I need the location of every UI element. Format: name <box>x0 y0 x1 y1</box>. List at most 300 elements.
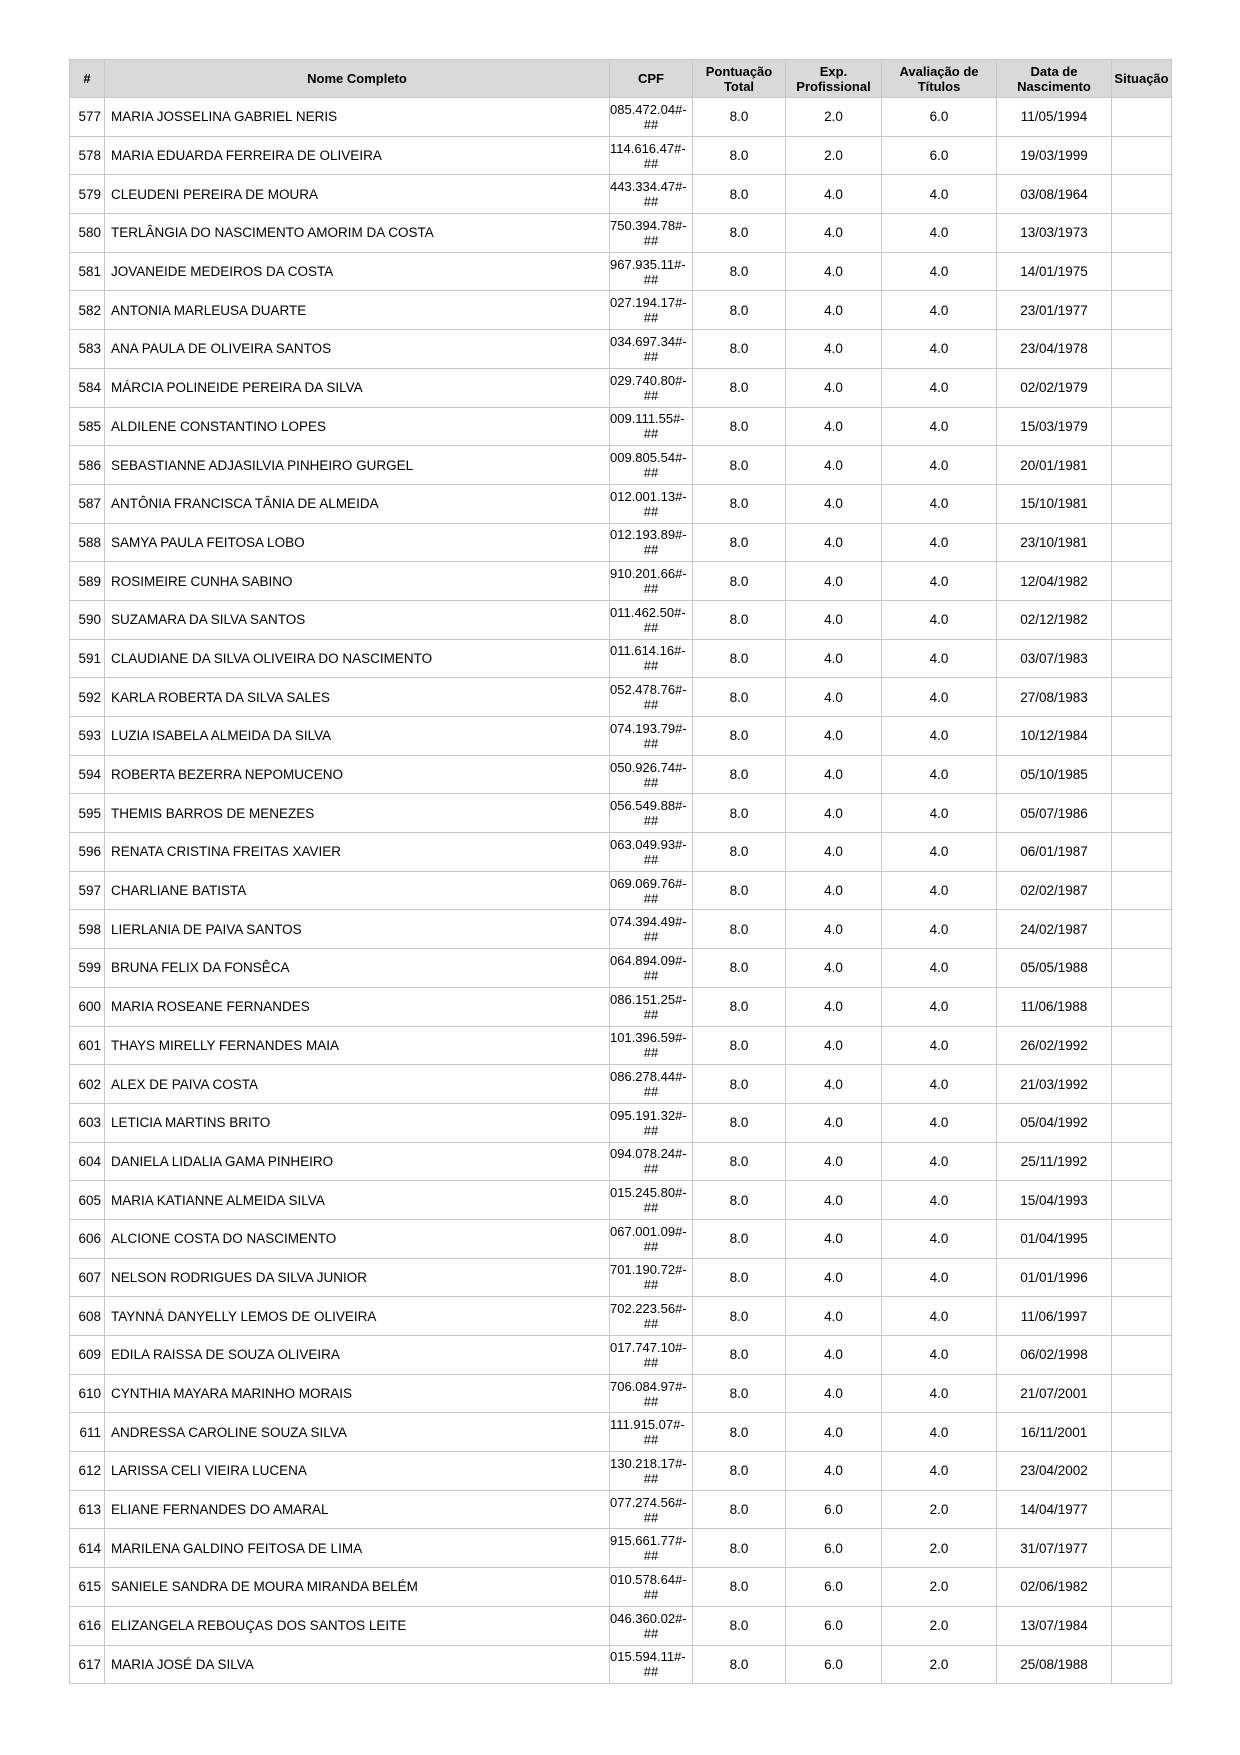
cell-total-score: 8.0 <box>693 678 786 717</box>
cell-title-evaluation: 4.0 <box>882 678 997 717</box>
cell-status <box>1112 368 1172 407</box>
cpf-masked-prefix: 077.274.56#- <box>610 1494 687 1510</box>
cell-full-name: SUZAMARA DA SILVA SANTOS <box>105 600 610 639</box>
cpf-masked-suffix: ## <box>643 890 659 906</box>
cell-number: 608 <box>70 1297 105 1336</box>
table-row <box>70 175 1172 214</box>
cell-total-score: 8.0 <box>693 1103 786 1142</box>
table-row <box>70 794 1172 833</box>
cell-professional-experience: 4.0 <box>786 291 882 330</box>
table-row <box>70 1645 1172 1684</box>
cell-total-score: 8.0 <box>693 949 786 988</box>
cell-total-score: 8.0 <box>693 1142 786 1181</box>
cpf-masked-suffix: ## <box>643 619 659 635</box>
cell-title-evaluation: 4.0 <box>882 1413 997 1452</box>
cpf-masked-prefix: 067.001.09#- <box>610 1223 687 1239</box>
cell-full-name: ANTONIA MARLEUSA DUARTE <box>105 291 610 330</box>
table-row <box>70 1181 1172 1220</box>
column-header-status: Situação <box>1112 60 1172 98</box>
cpf-masked-prefix: 046.360.02#- <box>610 1610 687 1626</box>
cpf-masked-suffix: ## <box>643 1509 659 1525</box>
cell-title-evaluation: 4.0 <box>882 755 997 794</box>
cell-birth-date: 27/08/1983 <box>997 678 1112 717</box>
cpf-masked-prefix: 111.915.07#- <box>610 1417 685 1433</box>
cell-cpf <box>610 1490 693 1529</box>
cell-professional-experience: 4.0 <box>786 1413 882 1452</box>
cell-number: 613 <box>70 1490 105 1529</box>
cell-number: 597 <box>70 871 105 910</box>
cell-status <box>1112 1181 1172 1220</box>
cell-full-name: SANIELE SANDRA DE MOURA MIRANDA BELÉM <box>105 1568 610 1607</box>
cell-status <box>1112 136 1172 175</box>
cpf-masked-prefix: 009.805.54#- <box>610 450 687 466</box>
cell-title-evaluation: 4.0 <box>882 446 997 485</box>
cell-number: 577 <box>70 98 105 137</box>
cell-number: 588 <box>70 523 105 562</box>
cell-birth-date: 20/01/1981 <box>997 446 1112 485</box>
cpf-masked-prefix: 702.223.56#- <box>610 1301 687 1317</box>
column-header-professional-experience: Exp. Profissional <box>786 60 882 98</box>
cpf-masked-prefix: 074.394.49#- <box>610 914 687 930</box>
table-row <box>70 678 1172 717</box>
cell-full-name: SEBASTIANNE ADJASILVIA PINHEIRO GURGEL <box>105 446 610 485</box>
cell-full-name: CHARLIANE BATISTA <box>105 871 610 910</box>
cell-cpf <box>610 1452 693 1491</box>
cell-birth-date: 01/04/1995 <box>997 1219 1112 1258</box>
cell-title-evaluation: 2.0 <box>882 1568 997 1607</box>
cell-status <box>1112 523 1172 562</box>
cell-number: 610 <box>70 1374 105 1413</box>
cell-number: 594 <box>70 755 105 794</box>
cell-total-score: 8.0 <box>693 1568 786 1607</box>
cpf-masked-suffix: ## <box>643 387 659 403</box>
cell-birth-date: 21/07/2001 <box>997 1374 1112 1413</box>
cell-cpf <box>610 446 693 485</box>
cell-total-score: 8.0 <box>693 484 786 523</box>
cell-cpf <box>610 214 693 253</box>
cpf-masked-suffix: ## <box>643 774 659 790</box>
cell-professional-experience: 4.0 <box>786 833 882 872</box>
cpf-masked-prefix: 017.747.10#- <box>610 1339 687 1355</box>
cpf-masked-suffix: ## <box>643 1586 659 1602</box>
cell-title-evaluation: 4.0 <box>882 833 997 872</box>
table-row <box>70 1026 1172 1065</box>
cell-status <box>1112 1026 1172 1065</box>
cell-status <box>1112 175 1172 214</box>
table-row <box>70 833 1172 872</box>
cell-professional-experience: 4.0 <box>786 678 882 717</box>
cpf-masked-suffix: ## <box>643 426 659 442</box>
cell-professional-experience: 6.0 <box>786 1645 882 1684</box>
cpf-masked-suffix: ## <box>643 348 659 364</box>
cell-title-evaluation: 4.0 <box>882 871 997 910</box>
cell-full-name: MARILENA GALDINO FEITOSA DE LIMA <box>105 1529 610 1568</box>
cell-professional-experience: 4.0 <box>786 1258 882 1297</box>
cell-number: 578 <box>70 136 105 175</box>
cell-cpf <box>610 1336 693 1375</box>
cell-number: 592 <box>70 678 105 717</box>
cell-title-evaluation: 4.0 <box>882 1258 997 1297</box>
cell-number: 584 <box>70 368 105 407</box>
cell-birth-date: 11/06/1997 <box>997 1297 1112 1336</box>
cell-cpf <box>610 368 693 407</box>
cell-professional-experience: 4.0 <box>786 1142 882 1181</box>
cell-professional-experience: 6.0 <box>786 1606 882 1645</box>
table-row <box>70 639 1172 678</box>
cell-total-score: 8.0 <box>693 794 786 833</box>
cell-number: 596 <box>70 833 105 872</box>
cell-total-score: 8.0 <box>693 639 786 678</box>
cell-title-evaluation: 4.0 <box>882 407 997 446</box>
table-row <box>70 1065 1172 1104</box>
table-row <box>70 291 1172 330</box>
cpf-masked-suffix: ## <box>643 929 659 945</box>
cell-status <box>1112 910 1172 949</box>
cell-full-name: LUZIA ISABELA ALMEIDA DA SILVA <box>105 717 610 756</box>
cell-title-evaluation: 4.0 <box>882 1452 997 1491</box>
table-row <box>70 1568 1172 1607</box>
column-header-title-evaluation: Avaliação de Títulos <box>882 60 997 98</box>
cell-professional-experience: 4.0 <box>786 1336 882 1375</box>
cell-cpf <box>610 1065 693 1104</box>
cpf-masked-suffix: ## <box>643 1664 659 1680</box>
cell-status <box>1112 330 1172 369</box>
cell-cpf <box>610 639 693 678</box>
table-row <box>70 1219 1172 1258</box>
table-row <box>70 98 1172 137</box>
cpf-masked-prefix: 015.594.11#- <box>610 1649 686 1665</box>
cell-cpf <box>610 833 693 872</box>
cell-status <box>1112 871 1172 910</box>
cell-number: 602 <box>70 1065 105 1104</box>
cpf-masked-prefix: 095.191.32#- <box>610 1107 687 1123</box>
cell-number: 587 <box>70 484 105 523</box>
table-row <box>70 562 1172 601</box>
cell-professional-experience: 4.0 <box>786 330 882 369</box>
cell-cpf <box>610 1645 693 1684</box>
cell-birth-date: 31/07/1977 <box>997 1529 1112 1568</box>
cell-status <box>1112 214 1172 253</box>
cell-professional-experience: 4.0 <box>786 1026 882 1065</box>
cpf-masked-suffix: ## <box>643 697 659 713</box>
cpf-masked-prefix: 086.151.25#- <box>610 991 687 1007</box>
cell-professional-experience: 4.0 <box>786 175 882 214</box>
cell-total-score: 8.0 <box>693 446 786 485</box>
cell-status <box>1112 562 1172 601</box>
cell-cpf <box>610 1181 693 1220</box>
cell-title-evaluation: 6.0 <box>882 136 997 175</box>
cell-birth-date: 05/10/1985 <box>997 755 1112 794</box>
cell-total-score: 8.0 <box>693 1452 786 1491</box>
cell-status <box>1112 1413 1172 1452</box>
cell-cpf <box>610 175 693 214</box>
cpf-masked-prefix: 012.001.13#- <box>610 488 687 504</box>
cell-full-name: LETICIA MARTINS BRITO <box>105 1103 610 1142</box>
cell-birth-date: 15/04/1993 <box>997 1181 1112 1220</box>
cell-professional-experience: 4.0 <box>786 755 882 794</box>
cell-cpf <box>610 1374 693 1413</box>
cell-status <box>1112 987 1172 1026</box>
cell-status <box>1112 1336 1172 1375</box>
cell-title-evaluation: 4.0 <box>882 1336 997 1375</box>
cpf-masked-prefix: 101.396.59#- <box>610 1030 687 1046</box>
cell-full-name: MARIA KATIANNE ALMEIDA SILVA <box>105 1181 610 1220</box>
cell-cpf <box>610 1568 693 1607</box>
cpf-masked-prefix: 910.201.66#- <box>610 566 687 582</box>
cell-full-name: MARIA ROSEANE FERNANDES <box>105 987 610 1026</box>
cell-full-name: ELIZANGELA REBOUÇAS DOS SANTOS LEITE <box>105 1606 610 1645</box>
cell-professional-experience: 4.0 <box>786 1181 882 1220</box>
cell-status <box>1112 291 1172 330</box>
cell-number: 593 <box>70 717 105 756</box>
cell-title-evaluation: 4.0 <box>882 368 997 407</box>
cell-title-evaluation: 4.0 <box>882 523 997 562</box>
cell-cpf <box>610 98 693 137</box>
cell-professional-experience: 6.0 <box>786 1490 882 1529</box>
cpf-masked-suffix: ## <box>643 1625 659 1641</box>
table-row <box>70 1529 1172 1568</box>
cell-total-score: 8.0 <box>693 136 786 175</box>
cpf-masked-prefix: 027.194.17#- <box>610 295 687 311</box>
cell-cpf <box>610 330 693 369</box>
cell-total-score: 8.0 <box>693 407 786 446</box>
cell-full-name: ALDILENE CONSTANTINO LOPES <box>105 407 610 446</box>
cell-status <box>1112 484 1172 523</box>
cpf-masked-prefix: 701.190.72#- <box>610 1262 687 1278</box>
cpf-masked-suffix: ## <box>643 1277 659 1293</box>
table-row <box>70 600 1172 639</box>
cell-title-evaluation: 2.0 <box>882 1645 997 1684</box>
cell-status <box>1112 407 1172 446</box>
cell-status <box>1112 833 1172 872</box>
cell-title-evaluation: 4.0 <box>882 214 997 253</box>
cell-full-name: MARIA EDUARDA FERREIRA DE OLIVEIRA <box>105 136 610 175</box>
cell-professional-experience: 2.0 <box>786 136 882 175</box>
cell-number: 590 <box>70 600 105 639</box>
cell-number: 604 <box>70 1142 105 1181</box>
cell-title-evaluation: 4.0 <box>882 1181 997 1220</box>
cpf-masked-prefix: 010.578.64#- <box>610 1571 687 1587</box>
cell-number: 586 <box>70 446 105 485</box>
cell-total-score: 8.0 <box>693 1374 786 1413</box>
cell-birth-date: 23/01/1977 <box>997 291 1112 330</box>
column-header-cpf: CPF <box>610 60 693 98</box>
cell-total-score: 8.0 <box>693 1606 786 1645</box>
cell-title-evaluation: 4.0 <box>882 175 997 214</box>
cpf-masked-prefix: 012.193.89#- <box>610 527 687 543</box>
cell-number: 599 <box>70 949 105 988</box>
cpf-masked-suffix: ## <box>643 1084 659 1100</box>
cell-professional-experience: 4.0 <box>786 949 882 988</box>
cell-birth-date: 12/04/1982 <box>997 562 1112 601</box>
table-row <box>70 1413 1172 1452</box>
column-header-number: # <box>70 60 105 98</box>
cpf-masked-suffix: ## <box>643 116 659 132</box>
cell-number: 585 <box>70 407 105 446</box>
cpf-masked-suffix: ## <box>643 581 659 597</box>
cpf-masked-suffix: ## <box>643 503 659 519</box>
cell-birth-date: 05/07/1986 <box>997 794 1112 833</box>
cell-birth-date: 03/08/1964 <box>997 175 1112 214</box>
cell-number: 611 <box>70 1413 105 1452</box>
column-header-birth-date: Data de Nascimento <box>997 60 1112 98</box>
cpf-masked-suffix: ## <box>643 813 659 829</box>
cell-cpf <box>610 1606 693 1645</box>
cpf-masked-prefix: 011.614.16#- <box>610 643 686 659</box>
cell-title-evaluation: 4.0 <box>882 252 997 291</box>
cell-professional-experience: 4.0 <box>786 1452 882 1491</box>
cell-total-score: 8.0 <box>693 1336 786 1375</box>
cell-birth-date: 14/01/1975 <box>997 252 1112 291</box>
cell-professional-experience: 4.0 <box>786 368 882 407</box>
table-row <box>70 1490 1172 1529</box>
cell-full-name: KARLA ROBERTA DA SILVA SALES <box>105 678 610 717</box>
cell-birth-date: 23/04/2002 <box>997 1452 1112 1491</box>
cell-professional-experience: 6.0 <box>786 1568 882 1607</box>
cell-full-name: THEMIS BARROS DE MENEZES <box>105 794 610 833</box>
cpf-masked-prefix: 074.193.79#- <box>610 720 687 736</box>
cell-title-evaluation: 4.0 <box>882 910 997 949</box>
cell-status <box>1112 446 1172 485</box>
table-row <box>70 949 1172 988</box>
cell-status <box>1112 794 1172 833</box>
cell-birth-date: 24/02/1987 <box>997 910 1112 949</box>
cell-total-score: 8.0 <box>693 175 786 214</box>
cell-full-name: SAMYA PAULA FEITOSA LOBO <box>105 523 610 562</box>
cell-status <box>1112 1374 1172 1413</box>
cell-birth-date: 02/02/1979 <box>997 368 1112 407</box>
cell-birth-date: 02/12/1982 <box>997 600 1112 639</box>
cell-title-evaluation: 4.0 <box>882 600 997 639</box>
cell-total-score: 8.0 <box>693 833 786 872</box>
table-row <box>70 1258 1172 1297</box>
cell-status <box>1112 1529 1172 1568</box>
cell-full-name: ROSIMEIRE CUNHA SABINO <box>105 562 610 601</box>
cell-professional-experience: 4.0 <box>786 252 882 291</box>
cell-birth-date: 11/05/1994 <box>997 98 1112 137</box>
cell-birth-date: 06/02/1998 <box>997 1336 1112 1375</box>
cpf-masked-prefix: 086.278.44#- <box>610 1069 687 1085</box>
cell-professional-experience: 4.0 <box>786 523 882 562</box>
cell-full-name: ROBERTA BEZERRA NEPOMUCENO <box>105 755 610 794</box>
cell-status <box>1112 1103 1172 1142</box>
cell-full-name: TERLÂNGIA DO NASCIMENTO AMORIM DA COSTA <box>105 214 610 253</box>
table-row <box>70 987 1172 1026</box>
cell-status <box>1112 1490 1172 1529</box>
cell-birth-date: 06/01/1987 <box>997 833 1112 872</box>
cell-title-evaluation: 2.0 <box>882 1606 997 1645</box>
cell-status <box>1112 1645 1172 1684</box>
cell-title-evaluation: 4.0 <box>882 987 997 1026</box>
cell-cpf <box>610 562 693 601</box>
cpf-masked-suffix: ## <box>643 232 659 248</box>
cell-full-name: MARIA JOSÉ DA SILVA <box>105 1645 610 1684</box>
cpf-masked-prefix: 094.078.24#- <box>610 1146 687 1162</box>
table-row <box>70 330 1172 369</box>
cpf-masked-prefix: 114.616.47#- <box>610 140 686 156</box>
cell-birth-date: 21/03/1992 <box>997 1065 1112 1104</box>
cell-professional-experience: 4.0 <box>786 1297 882 1336</box>
cpf-masked-suffix: ## <box>643 1548 659 1564</box>
cell-professional-experience: 4.0 <box>786 717 882 756</box>
cell-cpf <box>610 291 693 330</box>
cell-professional-experience: 2.0 <box>786 98 882 137</box>
cell-number: 607 <box>70 1258 105 1297</box>
cell-title-evaluation: 4.0 <box>882 717 997 756</box>
cell-total-score: 8.0 <box>693 600 786 639</box>
cell-total-score: 8.0 <box>693 1219 786 1258</box>
cell-cpf <box>610 1142 693 1181</box>
cell-status <box>1112 1142 1172 1181</box>
cell-birth-date: 19/03/1999 <box>997 136 1112 175</box>
cell-total-score: 8.0 <box>693 1026 786 1065</box>
results-table <box>69 59 1172 1684</box>
cpf-masked-suffix: ## <box>643 851 659 867</box>
column-header-name: Nome Completo <box>105 60 610 98</box>
cpf-masked-suffix: ## <box>643 1122 659 1138</box>
cpf-masked-suffix: ## <box>643 1432 659 1448</box>
cell-professional-experience: 4.0 <box>786 562 882 601</box>
cell-professional-experience: 4.0 <box>786 1103 882 1142</box>
cpf-masked-prefix: 443.334.47#- <box>610 179 687 195</box>
cell-cpf <box>610 910 693 949</box>
cell-title-evaluation: 4.0 <box>882 794 997 833</box>
cell-birth-date: 13/03/1973 <box>997 214 1112 253</box>
cpf-masked-suffix: ## <box>643 967 659 983</box>
column-header-total-score: Pontuação Total <box>693 60 786 98</box>
table-row <box>70 717 1172 756</box>
cell-cpf <box>610 755 693 794</box>
cpf-masked-suffix: ## <box>643 1200 659 1216</box>
cpf-masked-prefix: 029.740.80#- <box>610 372 687 388</box>
cell-birth-date: 05/05/1988 <box>997 949 1112 988</box>
cell-title-evaluation: 4.0 <box>882 562 997 601</box>
cell-birth-date: 25/11/1992 <box>997 1142 1112 1181</box>
cell-birth-date: 02/02/1987 <box>997 871 1112 910</box>
cell-status <box>1112 98 1172 137</box>
table-row <box>70 1103 1172 1142</box>
cell-number: 591 <box>70 639 105 678</box>
cell-birth-date: 25/08/1988 <box>997 1645 1112 1684</box>
cell-birth-date: 15/10/1981 <box>997 484 1112 523</box>
cell-total-score: 8.0 <box>693 1065 786 1104</box>
cell-professional-experience: 4.0 <box>786 1374 882 1413</box>
cpf-masked-suffix: ## <box>643 310 659 326</box>
cell-total-score: 8.0 <box>693 1413 786 1452</box>
cell-status <box>1112 717 1172 756</box>
table-row <box>70 1297 1172 1336</box>
cell-professional-experience: 4.0 <box>786 1219 882 1258</box>
cell-cpf <box>610 484 693 523</box>
cell-professional-experience: 4.0 <box>786 987 882 1026</box>
cpf-masked-suffix: ## <box>643 1006 659 1022</box>
cell-number: 615 <box>70 1568 105 1607</box>
cell-number: 582 <box>70 291 105 330</box>
cpf-masked-suffix: ## <box>643 735 659 751</box>
cell-full-name: ANDRESSA CAROLINE SOUZA SILVA <box>105 1413 610 1452</box>
cell-status <box>1112 1065 1172 1104</box>
cell-birth-date: 10/12/1984 <box>997 717 1112 756</box>
cell-number: 606 <box>70 1219 105 1258</box>
cell-professional-experience: 4.0 <box>786 484 882 523</box>
cell-cpf <box>610 600 693 639</box>
cell-birth-date: 05/04/1992 <box>997 1103 1112 1142</box>
cell-birth-date: 15/03/1979 <box>997 407 1112 446</box>
table-row <box>70 523 1172 562</box>
cell-cpf <box>610 252 693 291</box>
cpf-masked-suffix: ## <box>643 658 659 674</box>
table-row <box>70 446 1172 485</box>
